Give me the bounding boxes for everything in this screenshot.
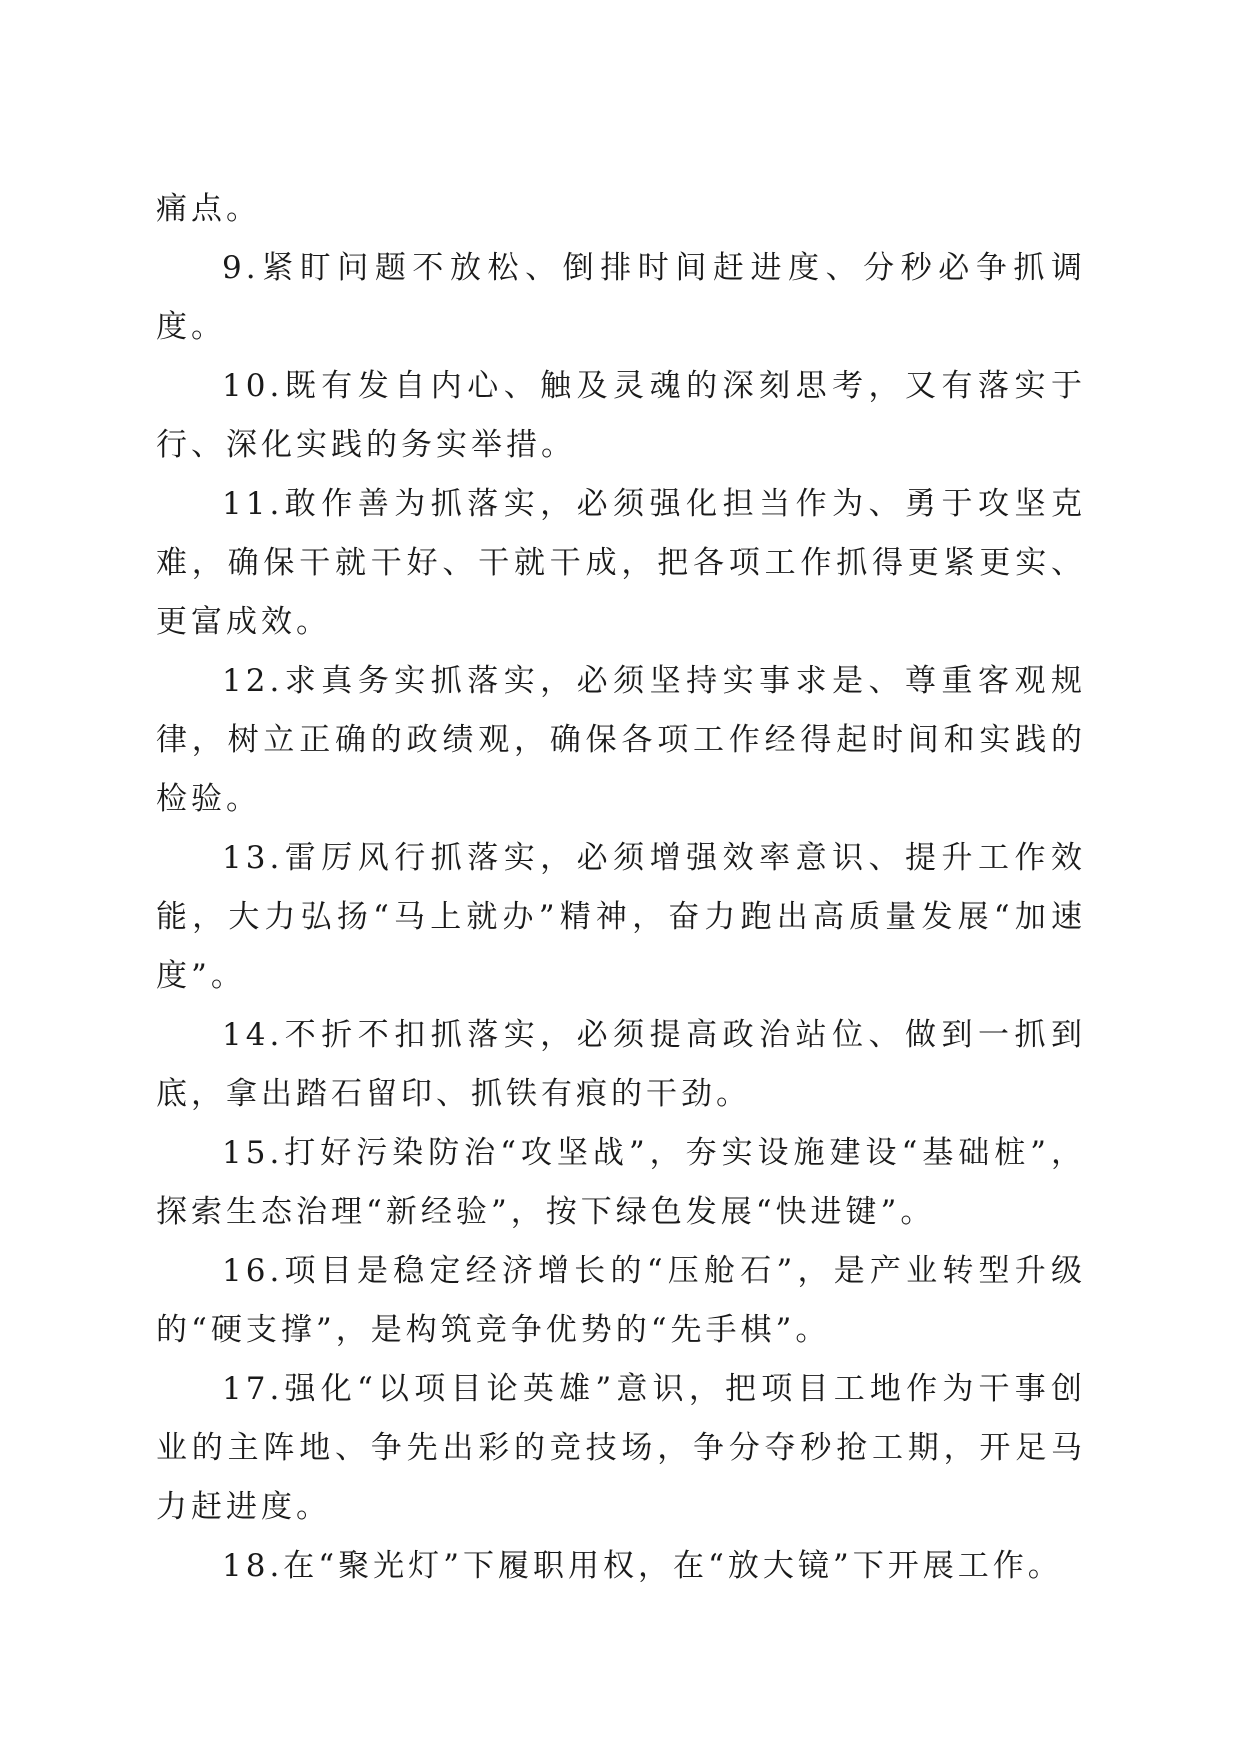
paragraph-item-17: 17.强化“以项目论英雄”意识，把项目工地作为干事创业的主阵地、争先出彩的竞技场，争分夺秒抢工期，开足马力赶进度。 (156, 1371, 1086, 1525)
paragraph-item-11: 11.敢作善为抓落实，必须强化担当作为、勇于攻坚克难，确保干就干好、干就干成，把各项工作抓得更紧更实、更富成效。 (156, 486, 1086, 640)
paragraph-continuation: 痛点。 (156, 191, 261, 227)
paragraph-item-9: 9.紧盯问题不放松、倒排时间赶进度、分秒必争抓调度。 (156, 250, 1086, 345)
paragraph-item-15: 15.打好污染防治“攻坚战”，夯实设施建设“基础桩”，探索生态治理“新经验”，按下绿色发展“快进键”。 (156, 1135, 1086, 1230)
document-body (156, 180, 1086, 1596)
paragraph-item-18: 18.在“聚光灯”下履职用权，在“放大镜”下开展工作。 (222, 1548, 1063, 1584)
paragraph-item-14: 14.不折不扣抓落实，必须提高政治站位、做到一抓到底，拿出踏石留印、抓铁有痕的干劲。 (156, 1017, 1086, 1112)
paragraph-item-10: 10.既有发自内心、触及灵魂的深刻思考，又有落实于行、深化实践的务实举措。 (156, 368, 1086, 463)
paragraph-item-12: 12.求真务实抓落实，必须坚持实事求是、尊重客观规律，树立正确的政绩观，确保各项工作经得起时间和实践的检验。 (156, 663, 1086, 817)
paragraph-item-16: 16.项目是稳定经济增长的“压舱石”，是产业转型升级的“硬支撑”，是构筑竞争优势的“先手棋”。 (156, 1253, 1086, 1348)
paragraph-item-13: 13.雷厉风行抓落实，必须增强效率意识、提升工作效能，大力弘扬“马上就办”精神，奋力跑出高质量发展“加速度”。 (156, 840, 1086, 994)
